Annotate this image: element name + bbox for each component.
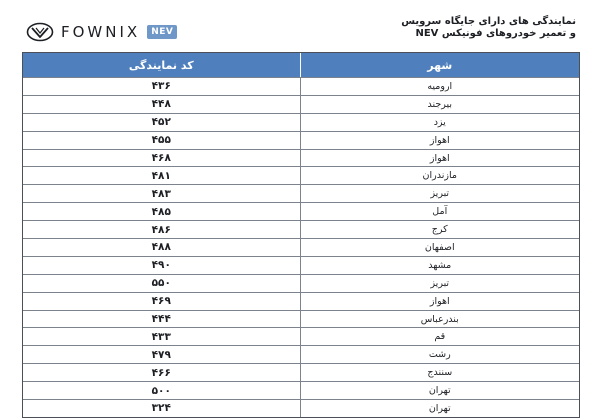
title-line-2: و تعمیر خودروهای فونیکس NEV (415, 28, 576, 39)
cell-code: ۴۶۹ (23, 293, 301, 310)
table-row (23, 274, 579, 292)
cell-city: رشت (428, 349, 451, 361)
column-header-city: شهر (427, 58, 453, 72)
cell-city: ارومیه (427, 80, 453, 92)
title-line-1: نمایندگی های دارای جایگاه سرویس (401, 16, 576, 27)
table-row (23, 113, 579, 131)
table-row (23, 399, 579, 417)
brand-badge: NEV (147, 25, 177, 39)
cell-city: سنندج (427, 367, 453, 379)
table-row (23, 95, 579, 113)
document-header (20, 6, 580, 52)
table-row (23, 149, 579, 167)
cell-city: تبریز (430, 277, 450, 289)
document-frame (20, 6, 580, 415)
cell-city: آمل (432, 206, 448, 218)
table-body (23, 77, 579, 417)
cell-code: ۴۸۳ (23, 185, 301, 202)
brand-logo (26, 20, 177, 44)
cell-city: کرج (431, 224, 448, 236)
brand-name: FOWNIX (61, 23, 141, 41)
table-row (23, 131, 579, 149)
column-header-code: کد نمایندگی (23, 53, 301, 77)
table-row (23, 292, 579, 310)
table-row (23, 345, 579, 363)
cell-code: ۴۳۶ (23, 78, 301, 95)
cell-code: ۴۹۰ (23, 257, 301, 274)
cell-city: تبریز (430, 188, 450, 200)
cell-code: ۴۵۵ (23, 132, 301, 149)
page-title (326, 16, 576, 40)
fownix-logo-icon (26, 22, 54, 42)
cell-code: ۴۸۶ (23, 221, 301, 238)
cell-code: ۵۵۰ (23, 275, 301, 292)
table-header-row (23, 53, 579, 77)
table-row (23, 238, 579, 256)
table-row (23, 77, 579, 95)
table-row (23, 256, 579, 274)
cell-code: ۴۳۳ (23, 328, 301, 345)
cell-city: اهواز (429, 152, 450, 164)
cell-code: ۴۵۲ (23, 114, 301, 131)
table-row (23, 166, 579, 184)
table-row (23, 381, 579, 399)
cell-city: تهران (428, 385, 451, 397)
cell-code: ۴۶۶ (23, 364, 301, 381)
table-row (23, 220, 579, 238)
cell-code: ۴۸۱ (23, 167, 301, 184)
cell-city: یزد (433, 116, 446, 128)
cell-code: ۴۸۸ (23, 239, 301, 256)
cell-city: بندرعباس (420, 313, 459, 325)
table-row (23, 363, 579, 381)
cell-city: بیرجند (427, 98, 452, 110)
table-row (23, 327, 579, 345)
table-row (23, 184, 579, 202)
cell-code: ۵۰۰ (23, 382, 301, 399)
table-row (23, 202, 579, 220)
table-row (23, 310, 579, 328)
cell-city: اهواز (429, 134, 450, 146)
cell-city: اهواز (429, 295, 450, 307)
cell-city: مازندران (422, 170, 457, 182)
cell-code: ۴۴۸ (23, 96, 301, 113)
dealers-table (22, 52, 580, 418)
cell-code: ۴۸۵ (23, 203, 301, 220)
cell-code: ۴۶۸ (23, 150, 301, 167)
cell-code: ۳۲۴ (23, 400, 301, 417)
cell-code: ۴۷۹ (23, 346, 301, 363)
cell-code: ۴۴۴ (23, 311, 301, 328)
cell-city: اصفهان (424, 241, 455, 253)
cell-city: تهران (428, 402, 451, 414)
cell-city: قم (434, 331, 446, 343)
cell-city: مشهد (428, 259, 452, 271)
